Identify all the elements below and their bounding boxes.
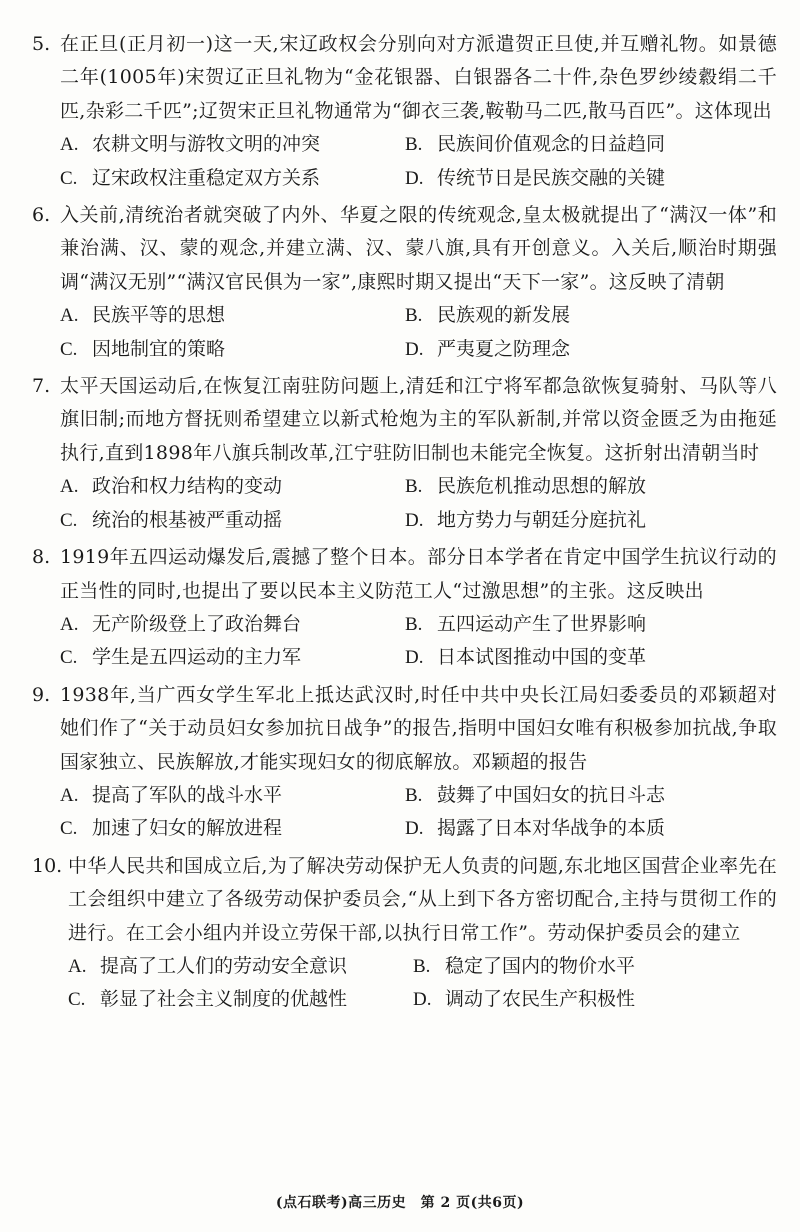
option-text: 五四运动产生了世界影响 [437, 612, 647, 635]
option-a [60, 779, 405, 812]
option-text: 统治的根基被严重动摇 [92, 508, 283, 531]
option-c [60, 641, 405, 674]
option-letter: D. [405, 647, 424, 669]
option-letter: A. [60, 613, 79, 635]
option-letter: B. [405, 305, 423, 327]
option-letter: B. [405, 134, 423, 156]
option-a [60, 299, 405, 332]
option-letter: D. [405, 338, 424, 360]
option-text: 调动了农民生产积极性 [445, 988, 636, 1011]
option-text: 民族危机推动思想的解放 [437, 475, 647, 498]
option-row [68, 950, 777, 983]
option-b [405, 128, 750, 161]
option-row [60, 299, 777, 332]
option-c [60, 504, 405, 537]
option-a [60, 608, 405, 641]
option-letter: A. [68, 955, 87, 977]
option-letter: C. [60, 167, 78, 189]
question-number: 7. [32, 375, 51, 398]
option-letter: A. [60, 476, 79, 498]
question-8 [32, 541, 777, 675]
option-d [405, 162, 750, 195]
option-letter: C. [68, 989, 86, 1011]
option-list [32, 470, 777, 537]
option-list [32, 779, 777, 846]
option-row [60, 470, 777, 503]
question-number: 5. [32, 33, 51, 55]
option-text: 无产阶级登上了政治舞台 [92, 612, 302, 635]
option-text: 提高了军队的战斗水平 [92, 783, 283, 806]
option-letter: C. [60, 338, 78, 360]
option-d [405, 504, 750, 537]
option-letter: D. [413, 989, 432, 1011]
option-text: 学生是五四运动的主力军 [92, 646, 302, 669]
option-b [405, 299, 750, 332]
option-text: 政治和权力结构的变动 [92, 475, 283, 498]
option-text: 民族平等的思想 [92, 304, 226, 327]
option-d [405, 812, 750, 845]
option-text: 因地制宜的策略 [92, 337, 226, 360]
option-letter: C. [60, 647, 78, 669]
option-row [60, 128, 777, 161]
option-list [32, 299, 777, 366]
option-a [68, 950, 413, 983]
option-b [405, 608, 750, 641]
question-number: 6. [32, 204, 51, 227]
option-row [60, 779, 777, 812]
option-c [60, 812, 405, 845]
option-list [32, 950, 777, 1017]
option-letter: B. [405, 613, 423, 635]
option-c [60, 162, 405, 195]
question-5 [32, 28, 777, 195]
question-text: 太平天国运动后,在恢复江南驻防问题上,清廷和江宁将军都急欲恢复骑射、马队等八旗旧制;而地方督抚则希望建立以新式枪炮为主的军队新制,并常以资金匮乏为由拖延执行,直到1898年八旗兵制改革,江宁驻防旧制也未能完全恢复。这折射出清朝当时 [60, 375, 777, 464]
option-d [405, 641, 750, 674]
option-d [413, 983, 758, 1016]
option-c [68, 983, 413, 1016]
question-9 [32, 679, 777, 846]
option-letter: B. [413, 955, 431, 977]
question-text: 中华人民共和国成立后,为了解决劳动保护无人负责的问题,东北地区国营企业率先在工会组织中建立了各级劳动保护委员会,“从上到下各方密切配合,主持与贯彻工作的进行。在工会小组内并设立劳保干部,以执行日常工作”。劳动保护委员会的建立 [68, 854, 777, 944]
option-text: 提高了工人们的劳动安全意识 [100, 954, 348, 977]
question-text: 1919年五四运动爆发后,震撼了整个日本。部分日本学者在肯定中国学生抗议行动的正当性的同时,也提出了要以民本主义防范工人“过激思想”的主张。这反映出 [60, 546, 777, 602]
option-list [32, 608, 777, 675]
option-row [60, 162, 777, 195]
question-number: 8. [32, 546, 51, 569]
option-c [60, 333, 405, 366]
question-stem [32, 199, 777, 299]
option-letter: C. [60, 818, 78, 840]
option-text: 彰显了社会主义制度的优越性 [100, 988, 348, 1011]
option-row [60, 641, 777, 674]
question-text: 在正旦(正月初一)这一天,宋辽政权会分别向对方派遣贺正旦使,并互赠礼物。如景德二年(1005年)宋贺辽正旦礼物为“金花银器、白银器各二十件,杂色罗纱绫縠绢二千匹,杂彩二千匹”;辽贺宋正旦礼物通常为“御衣三袭,鞍勒马二匹,散马百匹”。这体现出 [60, 33, 777, 122]
question-number: 9. [32, 683, 51, 706]
option-text: 日本试图推动中国的变革 [437, 646, 647, 669]
option-row [60, 504, 777, 537]
option-letter: A. [60, 305, 79, 327]
option-text: 鼓舞了中国妇女的抗日斗志 [437, 783, 666, 806]
question-text: 入关前,清统治者就突破了内外、华夏之限的传统观念,皇太极就提出了“满汉一体”和兼治满、汉、蒙的观念,并建立满、汉、蒙八旗,具有开创意义。入关后,顺治时期强调“满汉无别”“满汉官民俱为一家”,康熙时期又提出“天下一家”。这反映了清朝 [60, 204, 777, 293]
option-list [32, 128, 777, 195]
question-stem [32, 28, 777, 128]
option-text: 民族观的新发展 [437, 304, 571, 327]
option-a [60, 470, 405, 503]
option-text: 辽宋政权注重稳定双方关系 [92, 166, 321, 189]
option-b [413, 950, 758, 983]
option-row [60, 608, 777, 641]
option-letter: D. [405, 167, 424, 189]
option-text: 地方势力与朝廷分庭抗礼 [437, 508, 647, 531]
page-footer: (点石联考)高三历史 第 2 页(共6页) [275, 1195, 525, 1211]
option-letter: D. [405, 509, 424, 531]
question-text: 1938年,当广西女学生军北上抵达武汉时,时任中共中央长江局妇委委员的邓颖超对她们作了“关于动员妇女参加抗日战争”的报告,指明中国妇女唯有积极参加抗战,争取国家独立、民族解放,才能实现妇女的彻底解放。邓颖超的报告 [60, 683, 777, 773]
option-text: 揭露了日本对华战争的本质 [437, 817, 666, 840]
question-6 [32, 199, 777, 366]
option-text: 严夷夏之防理念 [437, 337, 571, 360]
option-row [68, 983, 777, 1016]
option-letter: A. [60, 784, 79, 806]
option-row [60, 333, 777, 366]
option-letter: D. [405, 818, 424, 840]
option-text: 农耕文明与游牧文明的冲突 [92, 133, 321, 156]
option-letter: A. [60, 134, 79, 156]
option-letter: B. [405, 784, 423, 806]
question-7 [32, 370, 777, 537]
option-text: 传统节日是民族交融的关键 [437, 166, 666, 189]
question-stem [32, 541, 777, 608]
option-b [405, 779, 750, 812]
option-text: 民族间价值观念的日益趋同 [437, 133, 666, 156]
option-a [60, 128, 405, 161]
option-text: 稳定了国内的物价水平 [445, 954, 636, 977]
question-stem [32, 370, 777, 470]
question-stem [32, 850, 777, 950]
option-letter: B. [405, 476, 423, 498]
option-d [405, 333, 750, 366]
option-letter: C. [60, 509, 78, 531]
question-list [32, 28, 777, 1021]
option-b [405, 470, 750, 503]
question-10 [32, 850, 777, 1017]
option-text: 加速了妇女的解放进程 [92, 817, 283, 840]
question-number: 10. [32, 854, 63, 877]
question-stem [32, 679, 777, 779]
option-row [60, 812, 777, 845]
